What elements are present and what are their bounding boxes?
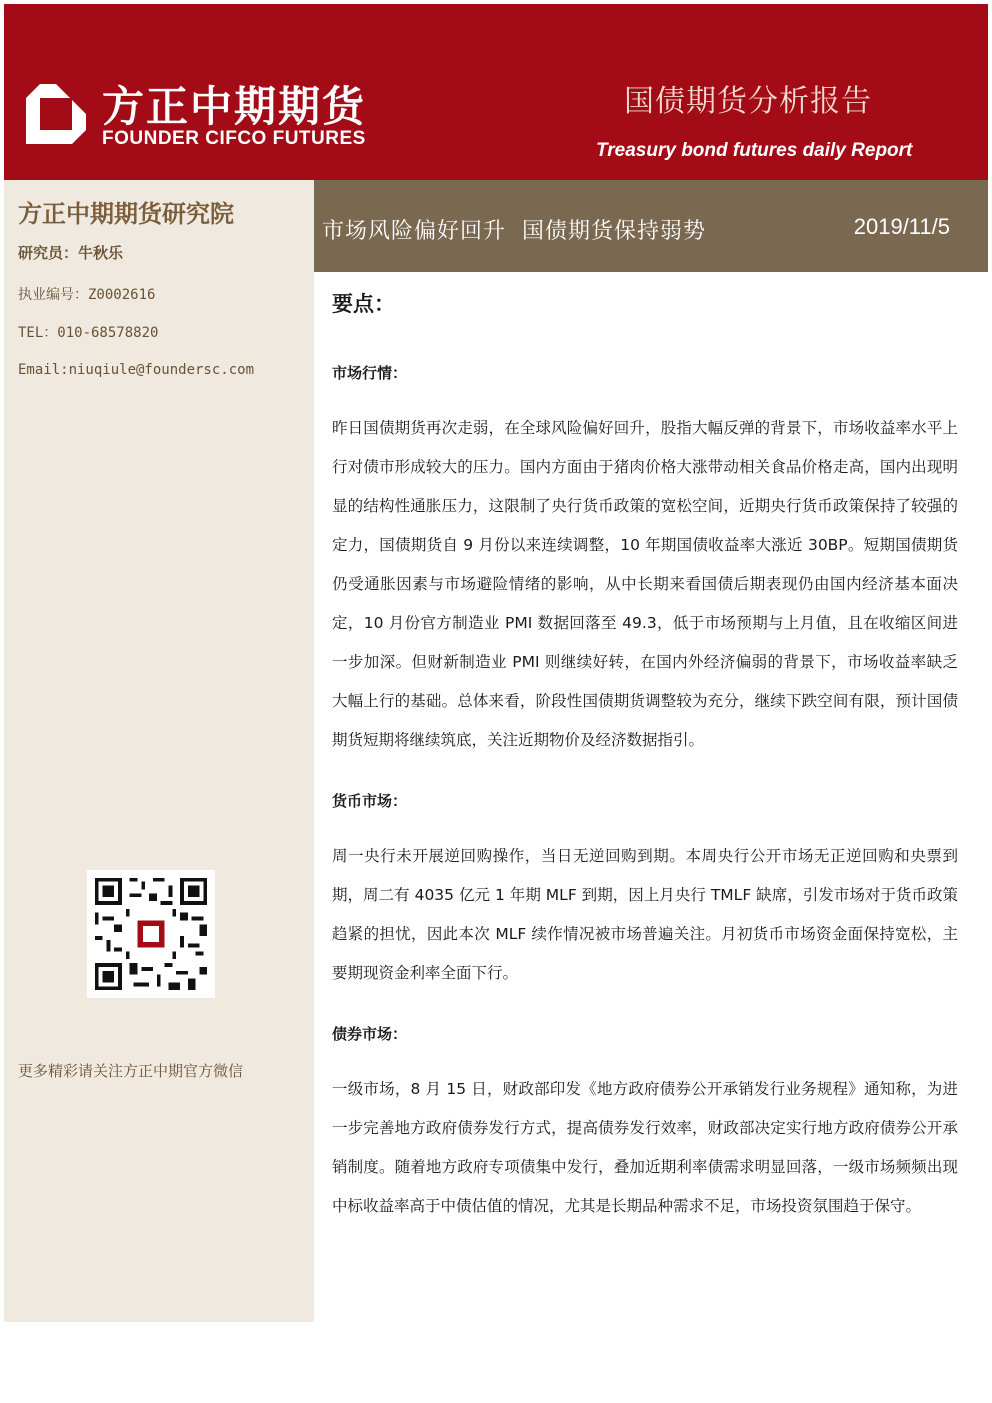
title-band [314, 180, 988, 272]
report-type-cn: 国债期货分析报告 [624, 84, 872, 119]
section-heading: 货币市场： [332, 792, 408, 810]
report-header [4, 4, 988, 180]
section-paragraph: 周一央行未开展逆回购操作，当日无逆回购到期。本周央行公开市场无正逆回购和央票到期，周二有 4035 亿元 1 年期 MLF 到期，因上月央行 TMLF 缺席，引发市场对于货币政策趋紧的担忧，因此本次 MLF 续作情况被市场普遍关注。月初货币市场资金面保持宽松，主要期现资金利率全面下行。 [332, 847, 958, 982]
brand-name-en: FOUNDER CIFCO FUTURES [102, 128, 366, 149]
section-money-market [332, 790, 958, 993]
report-title: 市场风险偏好回升 国债期货保持弱势 [322, 219, 706, 244]
section-heading: 债券市场： [332, 1025, 408, 1043]
license-number: 执业编号：Z0002616 [18, 287, 156, 303]
section-paragraph: 一级市场，8 月 15 日，财政部印发《地方政府债券公开承销发行业务规程》通知称，为进一步完善地方政府债券发行方式，提高债券发行效率，财政部决定实行地方政府债券公开承销制度。随着地方政府专项债集中发行，叠加近期利率债需求明显回落，一级市场频频出现中标收益率高于中债估值的情况，尤其是长期品种需求不足，市场投资氛围趋于保守。 [332, 1080, 958, 1215]
institute-name: 方正中期期货研究院 [18, 200, 234, 228]
section-market [332, 362, 958, 760]
report-body [332, 288, 958, 1226]
email-address: Email:niuqiule@foundersc.com [18, 362, 255, 378]
section-heading: 市场行情： [332, 364, 408, 382]
report-type-en: Treasury bond futures daily Report [596, 140, 913, 161]
section-bond-market [332, 1023, 958, 1226]
researcher-name: 研究员：牛秋乐 [18, 244, 124, 262]
sidebar [4, 180, 314, 1322]
key-points-heading: 要点： [332, 292, 395, 316]
wechat-qr-code-icon [87, 870, 215, 998]
report-date: 2019/11/5 [853, 214, 950, 239]
brand-name-cn: 方正中期期货 [102, 82, 367, 131]
phone-number: TEL：010-68578820 [18, 325, 159, 341]
qr-caption: 更多精彩请关注方正中期官方微信 [18, 1062, 244, 1080]
founder-logo-icon [26, 84, 86, 144]
section-paragraph: 昨日国债期货再次走弱，在全球风险偏好回升，股指大幅反弹的背景下，市场收益率水平上行对债市形成较大的压力。国内方面由于猪肉价格大涨带动相关食品价格走高，国内出现明显的结构性通胀压力，这限制了央行货币政策的宽松空间，近期央行货币政策保持了较强的定力，国债期货自 9 月份以来连续调整，10 年期国债收益率大涨近 30BP。短期国债期货仍受通胀因素与市场避险情绪的影响，从中长期来看国债后期表现仍由国内经济基本面决定，10 月份官方制造业 PMI 数据回落至 49.3，低于市场预期与上月值，且在收缩区间进一步加深。但财新制造业 PMI 则继续好转，在国内外经济偏弱的背景下，市场收益率缺乏大幅上行的基础。总体来看，阶段性国债期货调整较为充分，继续下跌空间有限，预计国债期货短期将继续筑底，关注近期物价及经济数据指引。 [332, 419, 958, 749]
